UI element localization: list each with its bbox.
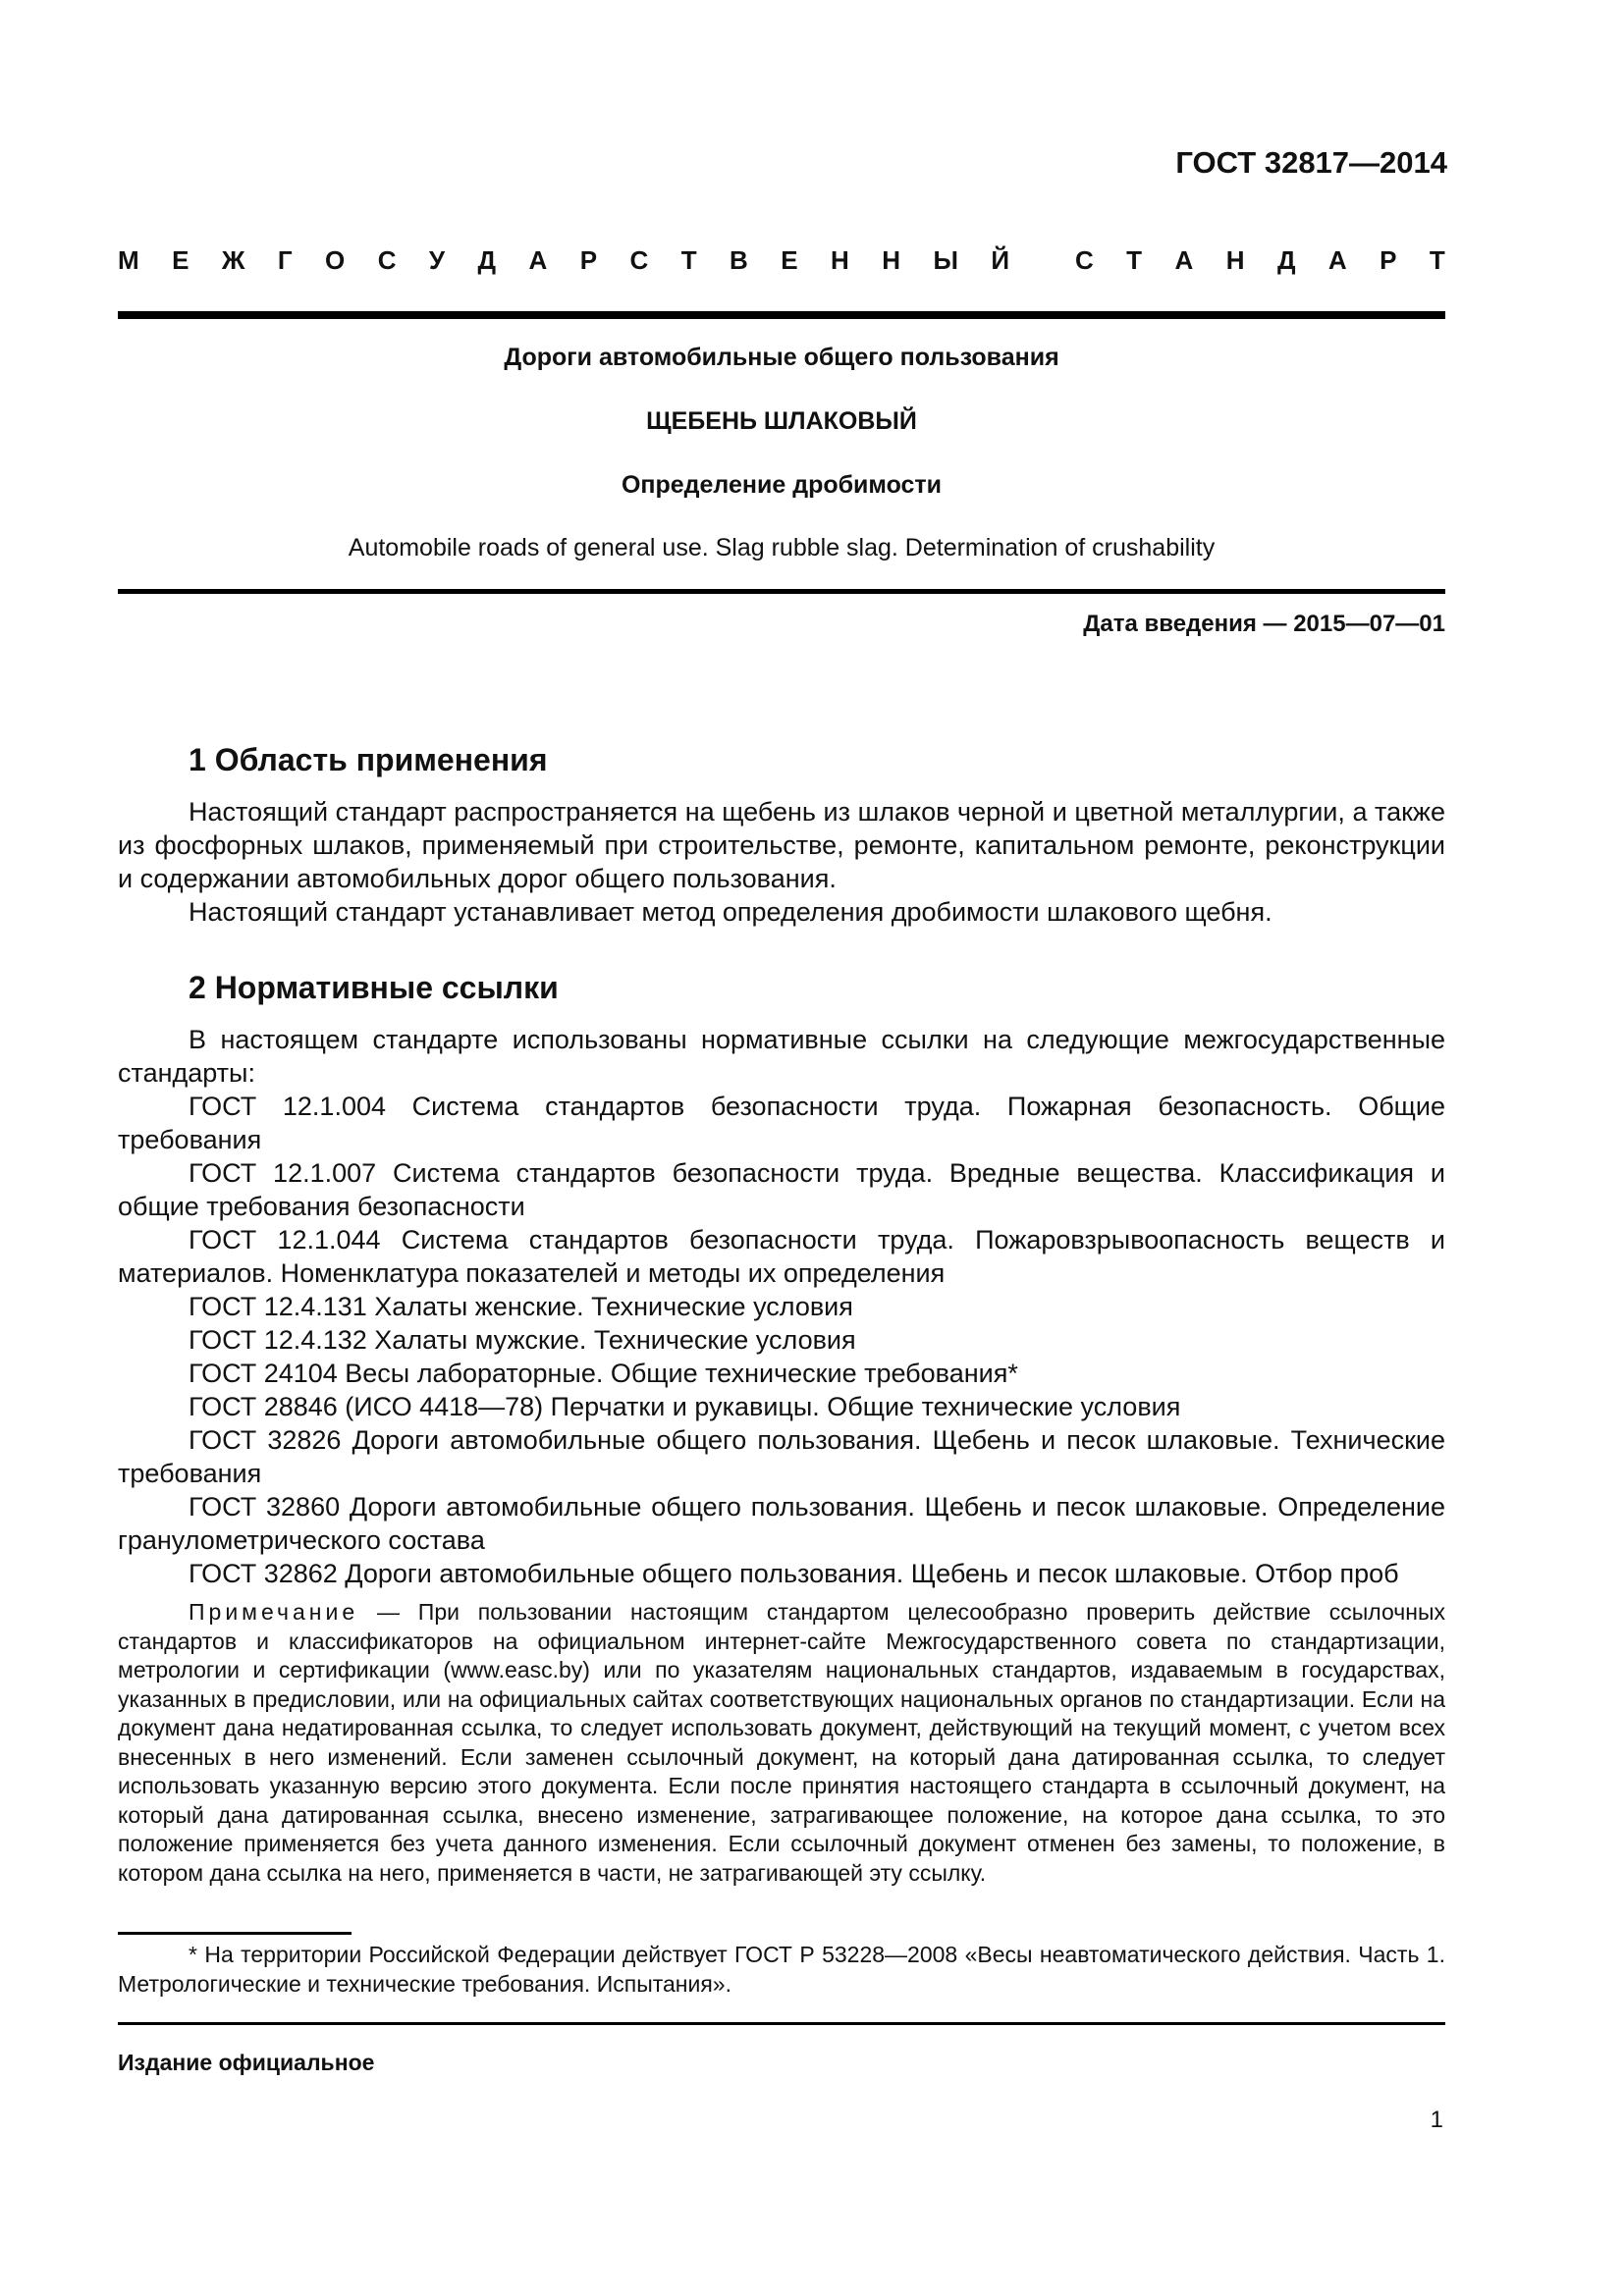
banner-letter: Н (882, 245, 901, 275)
note-paragraph (118, 1598, 1445, 1888)
section-1-paragraph: Настоящий стандарт устанавливает метод определения дробимости шлакового щебня. (189, 897, 1272, 927)
section-1-heading: 1 Область применения (189, 742, 548, 777)
banner-letter: М (118, 245, 139, 275)
footnote-rule (118, 1932, 352, 1935)
footnote: * На территории Российской Федерации действует ГОСТ Р 53228—2008 «Весы неавтоматического действия. Часть 1. Метрологические и технические требования. Испытания». (118, 1942, 1445, 1997)
title-rule (118, 589, 1445, 594)
banner-letter: Е (172, 245, 189, 275)
reference-item: ГОСТ 12.1.007 Система стандартов безопасности труда. Вредные вещества. Классификация и общие требования безопасности (118, 1158, 1445, 1221)
banner-letter: У (428, 245, 446, 275)
reference-item: ГОСТ 12.1.044 Система стандартов безопасности труда. Пожаровзрывоопасность веществ и материалов. Номенклатура показателей и методы их определения (118, 1225, 1445, 1288)
banner-letter: Р (1380, 245, 1397, 275)
banner-letter: Г (277, 245, 293, 275)
page-number: 1 (1430, 2107, 1443, 2133)
banner-letter: Ы (933, 245, 958, 275)
section-2-intro: В настоящем стандарте использованы нормативные ссылки на следующие межгосударственные стандарты: (118, 1025, 1445, 1088)
banner-letter: Т (1429, 245, 1445, 275)
note-label: Примечание (189, 1599, 359, 1625)
banner-letter: Н (1225, 245, 1245, 275)
banner-letter: Е (781, 245, 798, 275)
main-content (118, 740, 1445, 1888)
reference-item: ГОСТ 32826 Дороги автомобильные общего пользования. Щебень и песок шлаковые. Технические требования (118, 1425, 1445, 1488)
banner-letter: С (377, 245, 397, 275)
banner-letter: С (1074, 245, 1094, 275)
title-english: Automobile roads of general use. Slag rubble slag. Determination of crushability (348, 534, 1216, 561)
banner-letter: Й (991, 245, 1010, 275)
banner-letter: Д (477, 245, 497, 275)
reference-item: ГОСТ 12.4.132 Халаты мужские. Технические условия (189, 1325, 856, 1355)
title-line-2: ЩЕБЕНЬ ШЛАКОВЫЙ (646, 407, 917, 435)
title-line-1: Дороги автомобильные общего пользования (504, 344, 1059, 371)
edition-label: Издание официальное (118, 2050, 375, 2075)
banner-letter: Ж (221, 245, 245, 275)
reference-item: ГОСТ 28846 (ИСО 4418—78) Перчатки и рукавицы. Общие технические условия (189, 1392, 1181, 1421)
banner-letter: Т (680, 245, 697, 275)
normative-references-list (118, 1090, 1445, 1590)
banner-letter: А (1174, 245, 1194, 275)
title-line-3: Определение дробимости (621, 471, 943, 499)
reference-item: ГОСТ 12.4.131 Халаты женские. Технические условия (189, 1292, 853, 1321)
reference-item: ГОСТ 32862 Дороги автомобильные общего пользования. Щебень и песок шлаковые. Отбор проб (189, 1559, 1399, 1588)
section-1-paragraph: Настоящий стандарт распространяется на щебень из шлаков черной и цветной металлургии, а также из фосфорных шлаков, применяемый при строительстве, ремонте, капитальном ремонте, реконструкции и содержании автомобильных дорог общего пользования. (118, 797, 1445, 893)
banner-letter: В (730, 245, 748, 275)
banner-letter: Н (831, 245, 849, 275)
banner-letter: Д (1276, 245, 1296, 275)
reference-item: ГОСТ 32860 Дороги автомобильные общего пользования. Щебень и песок шлаковые. Определение гранулометрического состава (118, 1492, 1445, 1555)
reference-item: ГОСТ 12.1.004 Система стандартов безопасности труда. Пожарная безопасность. Общие требования (118, 1092, 1445, 1154)
banner-letter: А (1327, 245, 1347, 275)
banner-letter: С (629, 245, 649, 275)
interstate-standard-banner (118, 245, 1445, 276)
banner-letter: Т (1126, 245, 1143, 275)
banner-letter: Р (579, 245, 598, 275)
reference-item: ГОСТ 24104 Весы лабораторные. Общие технические требования* (189, 1359, 1018, 1388)
section-2-heading: 2 Нормативные ссылки (189, 970, 559, 1005)
banner-letter: О (325, 245, 346, 275)
footer-rule (118, 2022, 1445, 2025)
header-rule (118, 311, 1445, 319)
standard-code: ГОСТ 32817—2014 (1175, 145, 1447, 180)
banner-letter: А (528, 245, 548, 275)
introduction-date: Дата введения — 2015—07—01 (1083, 611, 1445, 637)
note-text: — При пользовании настоящим стандартом целесообразно проверить действие ссылочных стандартов и классификаторов на официальном интернет-сайте Межгосударственного совета по стандартизации, метрологии и сертификации (www.easc.by) или по указателям национальных стандартов, издаваемым в государствах, указанных в предисловии, или на официальных сайтах соответствующих национальных органов по стандартизации. Если на документ дана недатированная ссылка, то следует использовать документ, действующий на текущий момент, с учетом всех внесенных в него изменений. Если заменен ссылочный документ, на который дана датированная ссылка, то следует использовать указанную версию этого документа. Если после принятия настоящего стандарта в ссылочный документ, на который дана датированная ссылка, внесено изменение, затрагивающее положение, на которое дана ссылка, то это положение применяется без учета данного изменения. Если ссылочный документ отменен без замены, то положение, в котором дана ссылка на него, применяется в части, не затрагивающей эту ссылку. (118, 1599, 1445, 1886)
